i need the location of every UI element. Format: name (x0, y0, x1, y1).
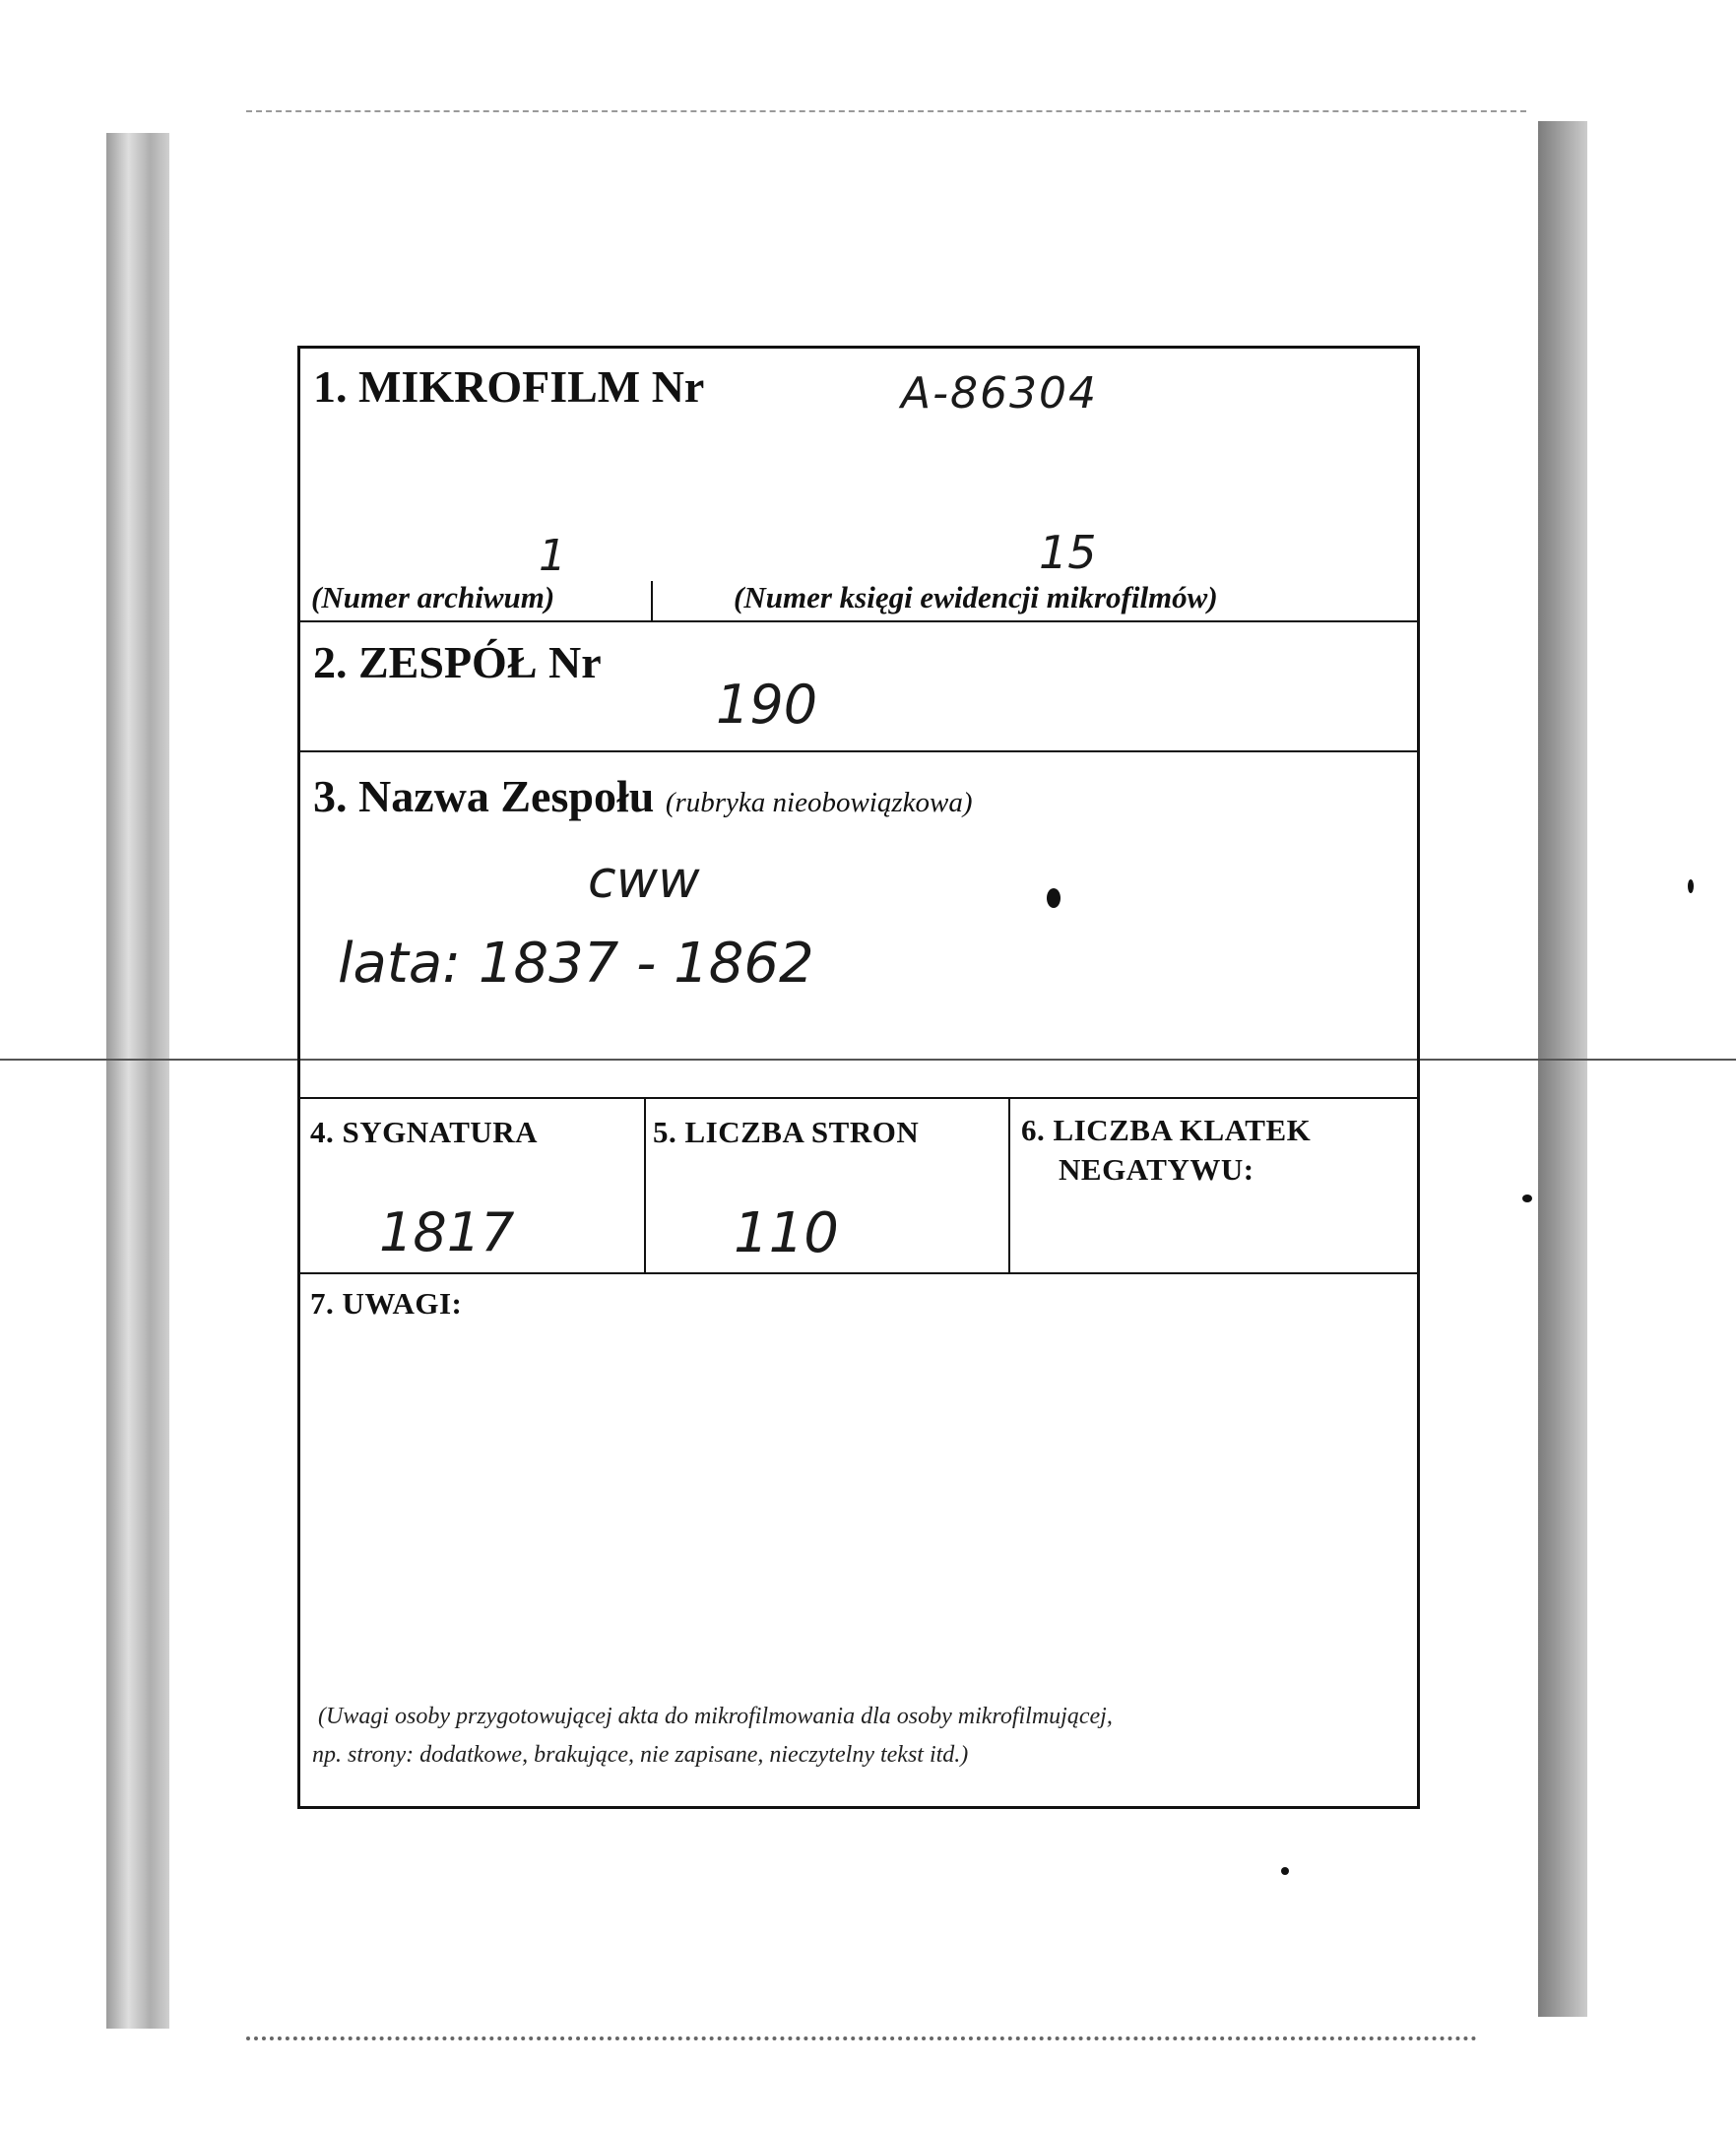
frame-count-label-line2: NEGATYWU: (1059, 1152, 1254, 1187)
archive-number-label: (Numer archiwum) (311, 580, 555, 614)
archive-number-value: 1 (539, 531, 566, 581)
fonds-number-label: 2. ZESPÓŁ Nr (313, 637, 602, 687)
remarks-note-line2: np. strony: dodatkowe, brakujące, nie zapisane, nieczytelny tekst itd.) (312, 1742, 969, 1768)
microfilm-number-label: 1. MIKROFILM Nr (313, 361, 705, 412)
field-divider (651, 581, 653, 622)
section-details-row (300, 1099, 1417, 1274)
scan-left-shadow (106, 133, 169, 2029)
ink-spot (1281, 1867, 1289, 1875)
microfilm-form (297, 346, 1420, 1809)
scan-top-edge (246, 110, 1526, 112)
section-remarks (300, 1274, 1417, 1809)
column-divider (644, 1099, 646, 1272)
section-fonds-name (300, 752, 1417, 1099)
fonds-number-value: 190 (716, 674, 818, 736)
fonds-name-value: cww (588, 851, 700, 910)
section-fonds-number (300, 622, 1417, 752)
fonds-name-label: 3. Nazwa Zespołu (rubryka nieobowiązkowa) (313, 771, 973, 821)
register-number-value: 15 (1039, 526, 1097, 579)
fonds-years-value: lata: 1837 - 1862 (338, 932, 814, 996)
remarks-label: 7. UWAGI: (310, 1286, 463, 1321)
remarks-note-line1: (Uwagi osoby przygotowującej akta do mikrofilmowania dla osoby mikrofilmującej, (318, 1704, 1113, 1729)
signature-value: 1817 (379, 1201, 515, 1263)
signature-label: 4. SYGNATURA (310, 1115, 539, 1149)
ink-spot (1688, 879, 1694, 893)
scan-bottom-edge (246, 2036, 1477, 2040)
ink-spot (1047, 888, 1061, 908)
section-microfilm-number (300, 349, 1417, 622)
frame-count-label-line1: 6. LICZBA KLATEK (1021, 1113, 1312, 1147)
microfilm-number-value: A-86304 (901, 368, 1098, 419)
register-number-label: (Numer księgi ewidencji mikrofilmów) (734, 580, 1218, 614)
ink-spot (1522, 1195, 1532, 1202)
scan-right-shadow (1538, 121, 1587, 2017)
page-count-label: 5. LICZBA STRON (653, 1115, 920, 1149)
column-divider (1008, 1099, 1010, 1272)
fonds-name-hint: (rubryka nieobowiązkowa) (665, 787, 973, 818)
page-count-value: 110 (734, 1201, 839, 1265)
